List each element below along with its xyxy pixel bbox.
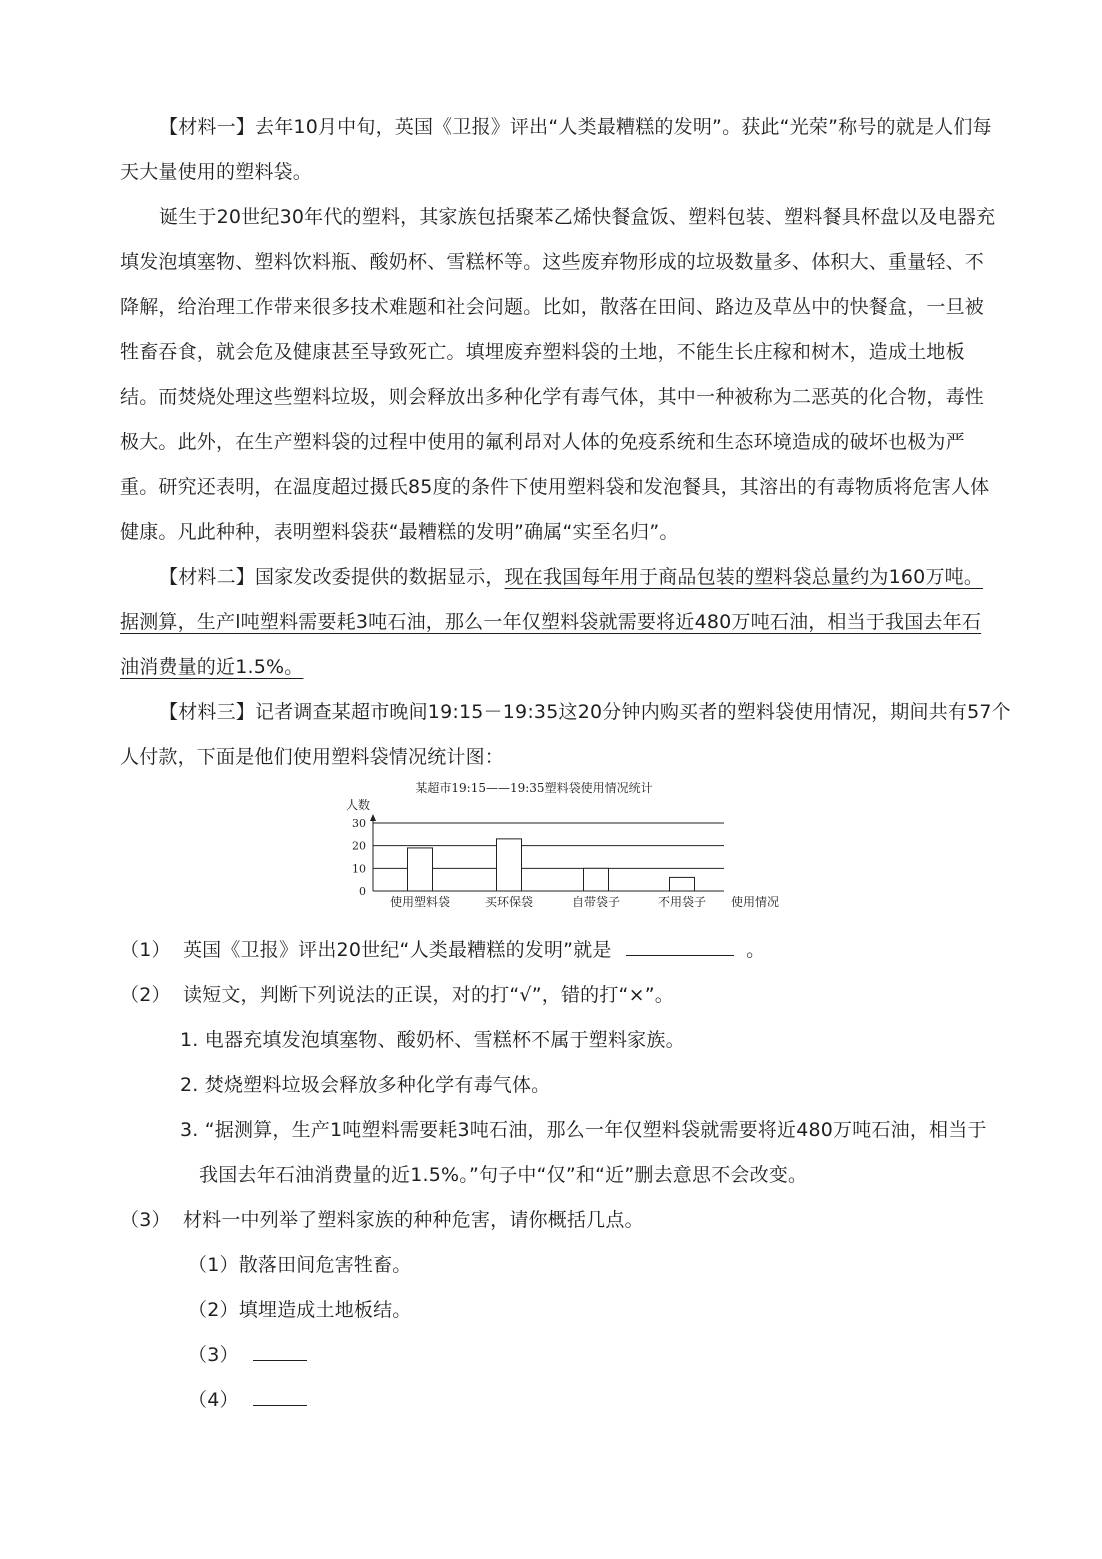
question-2-item-2: 2. 焚烧塑料垃圾会释放多种化学有毒气体。 <box>180 1074 551 1096</box>
material1-para2-line-8: 健康。凡此种种，表明塑料袋获“最糟糕的发明”确属“实至名归”。 <box>120 521 679 543</box>
chart-bar <box>584 868 609 891</box>
question-2-item-1: 1. 电器充填发泡填塞物、酸奶杯、雪糕杯不属于塑料家族。 <box>180 1029 685 1051</box>
question-3-answer-4-blank[interactable] <box>253 1389 307 1406</box>
chart-x-tick-label: 自带袋子 <box>571 895 621 909</box>
chart-y-tick-label: 10 <box>352 862 366 876</box>
material1-para2-line-3: 降解，给治理工作带来很多技术难题和社会问题。比如，散落在田间、路边及草丛中的快餐盒，一旦被 <box>120 296 985 318</box>
question-3 <box>120 1208 644 1232</box>
question-1-number: （1） <box>120 939 171 961</box>
question-3-answer-3-blank[interactable] <box>253 1344 307 1361</box>
chart-x-tick-label: 不用袋子 <box>657 895 707 909</box>
material3-line-1: 【材料三】记者调查某超市晚间19:15－19:35这20分钟内购买者的塑料袋使用情况，期间共有57个 <box>159 701 1011 723</box>
material1-para2-line-7: 重。研究还表明，在温度超过摄氏85度的条件下使用塑料袋和发泡餐具，其溶出的有毒物质将危害人体 <box>120 476 990 498</box>
material1-para2-line-5: 结。而焚烧处理这些塑料垃圾，则会释放出多种化学有毒气体，其中一种被称为二恶英的化合物，毒性 <box>120 386 985 408</box>
question-3-answer-2: （2）填埋造成土地板结。 <box>188 1299 412 1321</box>
question-3-answer-3 <box>188 1343 307 1367</box>
chart-y-axis-arrow <box>370 814 376 821</box>
question-3-answer-1: （1）散落田间危害牲畜。 <box>188 1254 412 1276</box>
chart-bar <box>497 839 522 891</box>
chart-y-tick-label: 0 <box>359 885 366 898</box>
chart-bar <box>408 848 433 891</box>
material1-para2-line-4: 牲畜吞食，就会危及健康甚至导致死亡。填埋废弃塑料袋的土地，不能生长庄稼和树木，造成土地板 <box>120 341 965 363</box>
question-1 <box>120 938 765 962</box>
chart-x-axis-label: 使用情况 <box>731 895 780 909</box>
question-1-answer-blank[interactable] <box>626 939 734 956</box>
material2-underlined-1: 现在我国每年用于商品包装的塑料袋总量约为160万吨。 <box>504 566 984 588</box>
material1-line-1: 【材料一】去年10月中旬，英国《卫报》评出“人类最糟糕的发明”。获此“光荣”称号的就是人们每 <box>159 116 992 138</box>
material2-line-1 <box>159 565 983 589</box>
question-3-text: 材料一中列举了塑料家族的种种危害，请你概括几点。 <box>182 1209 644 1231</box>
question-2 <box>120 983 674 1007</box>
material1-para2-line-6: 极大。此外，在生产塑料袋的过程中使用的氟利昂对人体的免疫系统和生态环境造成的破坏也极为严 <box>120 431 965 453</box>
question-2-item-3-line-2: 我国去年石油消费量的近1.5%。”句子中“仅”和“近”删去意思不会改变。 <box>199 1164 808 1186</box>
chart-bar <box>670 877 695 891</box>
material1-para2-line-2: 填发泡填塞物、塑料饮料瓶、酸奶杯、雪糕杯等。这些废弃物形成的垃圾数量多、体积大、重量轻、不 <box>120 251 985 273</box>
chart-y-tick-label: 20 <box>352 839 366 853</box>
chart-y-axis-label: 人数 <box>346 798 371 812</box>
material1-para2-line-1: 诞生于20世纪30年代的塑料，其家族包括聚苯乙烯快餐盒饭、塑料包装、塑料餐具杯盘以及电器充 <box>159 206 996 228</box>
question-1-text: 英国《卫报》评出20世纪“人类最糟糕的发明”就是 <box>182 939 612 961</box>
material1-line-2: 天大量使用的塑料袋。 <box>120 161 313 183</box>
question-2-item-3-line-1: 3. “据测算，生产1吨塑料需要耗3吨石油，那么一年仅塑料袋就需要将近480万吨石油，相当于 <box>180 1119 987 1141</box>
question-3-number: （3） <box>120 1209 171 1231</box>
plastic-bag-usage-chart <box>330 772 800 917</box>
material2-intro: 【材料二】国家发改委提供的数据显示， <box>159 566 505 588</box>
chart-y-tick-label: 30 <box>352 817 366 830</box>
question-2-text: 读短文，判断下列说法的正误，对的打“√”，错的打“×”。 <box>182 984 674 1006</box>
chart-x-tick-label: 使用塑料袋 <box>389 895 451 909</box>
material2-underlined-3: 油消费量的近1.5%。 <box>120 656 304 678</box>
material3-line-2: 人付款，下面是他们使用塑料袋情况统计图： <box>120 746 505 768</box>
question-1-period: 。 <box>746 939 766 961</box>
chart-x-tick-label: 买环保袋 <box>484 895 534 909</box>
chart-title: 某超市19:15——19:35塑料袋使用情况统计 <box>415 781 653 795</box>
question-3-answer-4 <box>188 1388 307 1412</box>
question-3-answer-4-label: （4） <box>188 1389 239 1411</box>
question-2-number: （2） <box>120 984 171 1006</box>
material2-underlined-2: 据测算，生产l吨塑料需要耗3吨石油，那么一年仅塑料袋就需要将近480万吨石油，相当于我国去年石 <box>120 611 982 633</box>
question-3-answer-3-label: （3） <box>188 1344 239 1366</box>
